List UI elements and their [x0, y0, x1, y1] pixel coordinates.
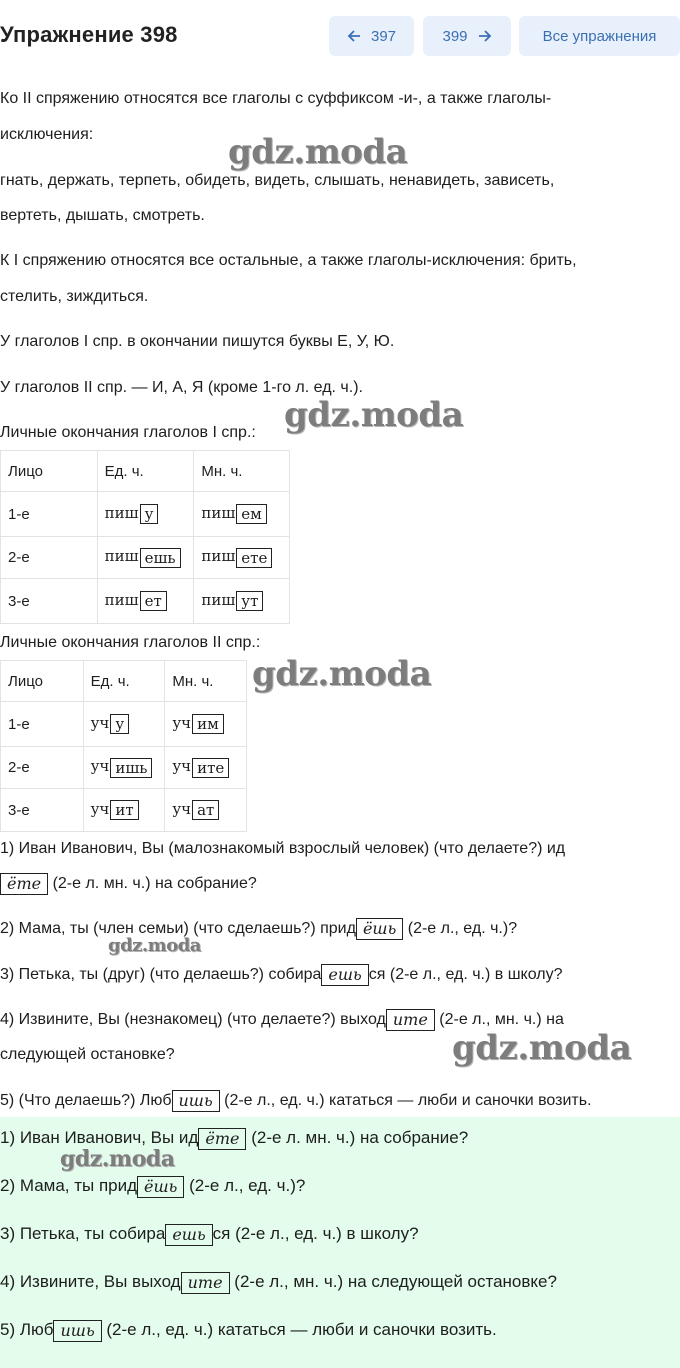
sentence-text: (2-е л., ед. ч.)?: [189, 1176, 306, 1195]
ending-box: ите: [192, 758, 229, 778]
stem: уч: [90, 799, 110, 818]
answer-sentence-2: [0, 1175, 305, 1198]
sentence-text: (2-е л. мн. ч.) на собрание?: [251, 1128, 469, 1147]
sentence-text: 5) (Что делаешь?) Люб: [0, 1092, 172, 1110]
stem: пиш: [201, 503, 236, 522]
sentence-text: (2-е л., мн. ч.) на: [439, 1011, 564, 1029]
sentence-text: (2-е л. мн. ч.) на собрание?: [52, 875, 257, 893]
ending-box: ёте: [198, 1128, 246, 1150]
watermark: gdz.moda: [60, 1146, 175, 1172]
person-cell: 2-е: [1, 747, 84, 789]
table-header-cell: Ед. ч.: [97, 451, 194, 492]
ending-box: ат: [192, 800, 219, 820]
ending-box: ишь: [110, 758, 152, 778]
plural-cell: [165, 789, 247, 832]
stem: уч: [172, 757, 192, 776]
arrow-right-icon: [478, 29, 492, 43]
prev-exercise-label: 397: [370, 27, 397, 45]
stem: уч: [172, 799, 192, 818]
conjugation-table-1: [0, 450, 290, 624]
plural-cell: [194, 492, 290, 537]
table-header-cell: Мн. ч.: [165, 661, 247, 702]
person-cell: 1-е: [1, 702, 84, 747]
singular-cell: [97, 537, 194, 579]
ending-box: ёте: [0, 873, 48, 895]
watermark: gdz.moda: [108, 935, 201, 956]
ending-box: ут: [236, 591, 263, 611]
intro-text: вертеть, дышать, смотреть.: [0, 207, 205, 224]
next-exercise-button[interactable]: [423, 16, 511, 56]
sentence-text: 1) Иван Иванович, Вы ид: [0, 1128, 199, 1147]
person-cell: 2-е: [1, 537, 98, 579]
stem: пиш: [104, 503, 139, 522]
page-title: Упражнение 398: [0, 22, 178, 47]
ending-box: им: [192, 714, 224, 734]
singular-cell: [83, 747, 165, 789]
exercise-sentence-2: [0, 918, 517, 940]
exercise-header: [0, 0, 680, 72]
next-exercise-label: 399: [442, 27, 468, 45]
plural-cell: [165, 747, 247, 789]
singular-cell: [97, 492, 194, 537]
sentence-text: 4) Извините, Вы (незнакомец) (что делаете?) выход: [0, 1011, 386, 1029]
all-exercises-label: Все упражнения: [542, 27, 657, 45]
intro-text: стелить, зиждиться.: [0, 288, 149, 305]
ending-box: ем: [236, 504, 267, 524]
table-row: [1, 747, 247, 789]
stem: уч: [90, 757, 110, 776]
exercise-sentence-1-cont: [0, 873, 257, 895]
person-cell: 1-е: [1, 492, 98, 537]
intro-text: У глаголов I спр. в окончании пишутся буквы Е, У, Ю.: [0, 333, 395, 350]
table-header-cell: Ед. ч.: [83, 661, 165, 702]
table-row: [1, 789, 247, 832]
ending-box: ете: [236, 548, 272, 568]
sentence-text: 3) Петька, ты собира: [0, 1224, 166, 1243]
ending-box: ите: [181, 1272, 230, 1294]
sentence-text: (2-е л., мн. ч.) на следующей остановке?: [234, 1272, 557, 1291]
sentence-text: 4) Извините, Вы выход: [0, 1272, 181, 1291]
ending-box: ет: [140, 591, 167, 611]
stem: пиш: [201, 547, 236, 566]
sentence-text: 2) Мама, ты прид: [0, 1176, 138, 1195]
answer-sentence-4: [0, 1271, 557, 1294]
sentence-text: (2-е л., ед. ч.) кататься — люби и саночки возить.: [224, 1092, 592, 1110]
ending-box: ёшь: [137, 1176, 184, 1198]
ending-box: ешь: [165, 1224, 212, 1246]
table-header-cell: Мн. ч.: [194, 451, 290, 492]
sentence-text: (2-е л., ед. ч.) кататься — люби и саночки возить.: [106, 1320, 497, 1339]
table-row: [1, 579, 290, 624]
stem: уч: [172, 713, 192, 732]
stem: пиш: [104, 590, 139, 609]
intro-text: гнать, держать, терпеть, обидеть, видеть, слышать, ненавидеть, зависеть,: [0, 172, 555, 189]
watermark: gdz.moda: [252, 654, 432, 694]
sentence-text: (2-е л., ед. ч.)?: [407, 920, 518, 938]
ending-box: ит: [110, 800, 138, 820]
ending-box: у: [110, 714, 129, 734]
answer-sentence-3: [0, 1223, 419, 1246]
ending-box: ешь: [321, 964, 368, 986]
ending-box: ёшь: [356, 918, 403, 940]
ending-box: ешь: [140, 548, 181, 568]
exercise-sentence-5: [0, 1090, 592, 1112]
ending-box: ишь: [53, 1320, 101, 1342]
sentence-text: ся (2-е л., ед. ч.) в школу?: [368, 966, 563, 984]
watermark: gdz.moda: [452, 1028, 632, 1068]
all-exercises-button[interactable]: [519, 16, 680, 56]
table1-caption: Личные окончания глаголов I спр.:: [0, 424, 256, 441]
prev-exercise-button[interactable]: [329, 16, 414, 56]
watermark: gdz.moda: [284, 395, 464, 435]
plural-cell: [194, 579, 290, 624]
sentence-text: 2) Мама, ты (член семьи) (что сделаешь?) прид: [0, 920, 356, 938]
table-header-row: [1, 661, 247, 702]
singular-cell: [83, 702, 165, 747]
person-cell: 3-е: [1, 789, 84, 832]
plural-cell: [194, 537, 290, 579]
stem: уч: [90, 713, 110, 732]
exercise-sentence-4-cont: следующей остановке?: [0, 1046, 175, 1063]
singular-cell: [83, 789, 165, 832]
singular-cell: [97, 579, 194, 624]
intro-text: исключения:: [0, 126, 94, 143]
conjugation-table-2: [0, 660, 247, 832]
plural-cell: [165, 702, 247, 747]
intro-text: Ко II спряжению относятся все глаголы с суффиксом -и-, а также глаголы-: [0, 90, 552, 107]
intro-text: К I спряжению относятся все остальные, а также глаголы-исключения: брить,: [0, 252, 577, 269]
stem: пиш: [201, 590, 236, 609]
answer-sentence-5: [0, 1319, 497, 1342]
table-row: [1, 537, 290, 579]
table-row: [1, 492, 290, 537]
table-header-cell: Лицо: [1, 451, 98, 492]
table-header-cell: Лицо: [1, 661, 84, 702]
arrow-left-icon: [347, 29, 361, 43]
exercise-sentence-1: 1) Иван Иванович, Вы (малознакомый взрослый человек) (что делаете?) ид: [0, 840, 566, 857]
intro-text: У глаголов II спр. — И, А, Я (кроме 1-го л. ед. ч.).: [0, 379, 363, 396]
sentence-text: 5) Люб: [0, 1320, 54, 1339]
ending-box: ите: [386, 1009, 435, 1031]
sentence-text: ся (2-е л., ед. ч.) в школу?: [212, 1224, 419, 1243]
person-cell: 3-е: [1, 579, 98, 624]
stem: пиш: [104, 547, 139, 566]
ending-box: у: [140, 504, 159, 524]
table-header-row: [1, 451, 290, 492]
table2-caption: Личные окончания глаголов II спр.:: [0, 634, 261, 651]
watermark: gdz.moda: [228, 132, 408, 172]
sentence-text: 3) Петька, ты (друг) (что делаешь?) собира: [0, 966, 322, 984]
exercise-sentence-3: [0, 964, 563, 986]
table-row: [1, 702, 247, 747]
ending-box: ишь: [172, 1090, 220, 1112]
